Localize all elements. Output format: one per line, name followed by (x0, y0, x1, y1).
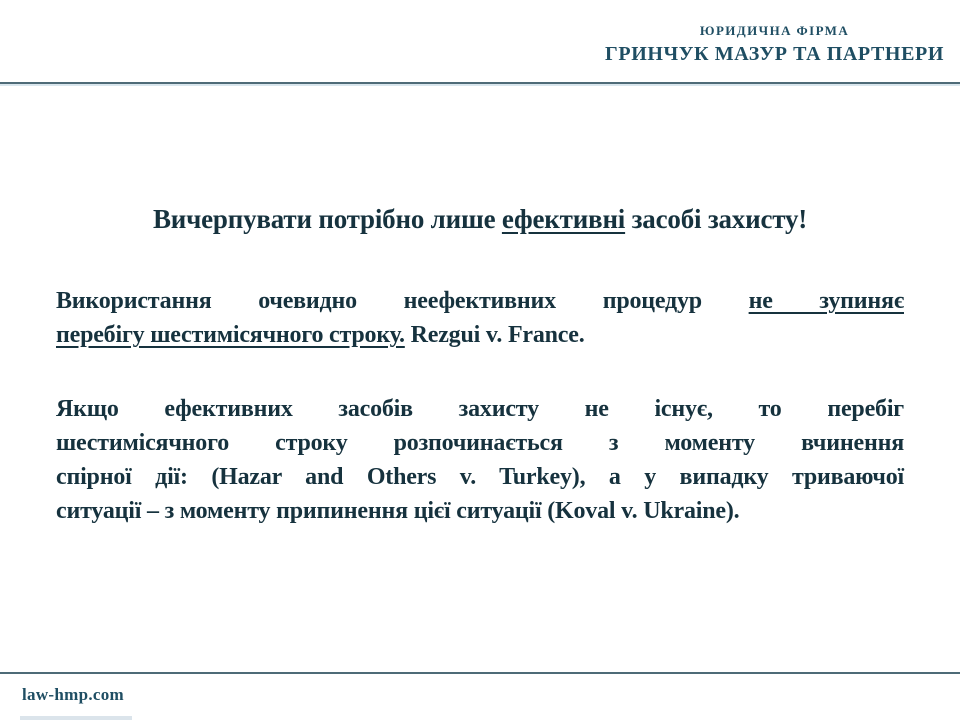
underlined-text: не зупиняє (748, 288, 904, 314)
website-label: law-hmp.com (22, 685, 124, 704)
text-segment: Вичерпувати потрібно лише (152, 204, 502, 234)
header-divider (0, 82, 960, 84)
footer-divider (0, 672, 960, 674)
text-segment: спірної дії: (Hazar and Others v. Turkey), а у випадку триваючої (56, 464, 904, 490)
paragraphs (56, 284, 904, 528)
bottom-accent-bar (20, 716, 132, 720)
underlined-text: перебігу шестимісячного строку. (56, 322, 405, 348)
firm-name-label: ГРИНЧУК МАЗУР ТА ПАРТНЕРИ (605, 43, 944, 65)
text-line (56, 494, 904, 528)
text-segment: засобі захисту! (625, 204, 808, 234)
firm-header (605, 23, 944, 66)
text-segment: ситуації – з моменту припинення цієї ситуації (Koval v. Ukraine). (56, 498, 740, 524)
text-segment: Використання очевидно неефективних процедур (56, 288, 749, 314)
text-line (56, 426, 904, 460)
slide-title (56, 202, 904, 236)
paragraph (56, 392, 904, 528)
text-line (56, 318, 904, 352)
firm-type-label: ЮРИДИЧНА ФІРМА (699, 23, 850, 38)
paragraph (56, 284, 904, 352)
text-segment: шестимісячного строку розпочинається з моменту вчинення (56, 430, 904, 456)
slide-content (56, 202, 904, 568)
text-line (56, 460, 904, 494)
text-line (56, 284, 904, 318)
underlined-text: ефективні (501, 204, 626, 234)
text-line (56, 392, 904, 426)
text-segment: Якщо ефективних засобів захисту не існує, то перебіг (56, 396, 904, 422)
text-segment: Rezgui v. France. (404, 322, 585, 348)
